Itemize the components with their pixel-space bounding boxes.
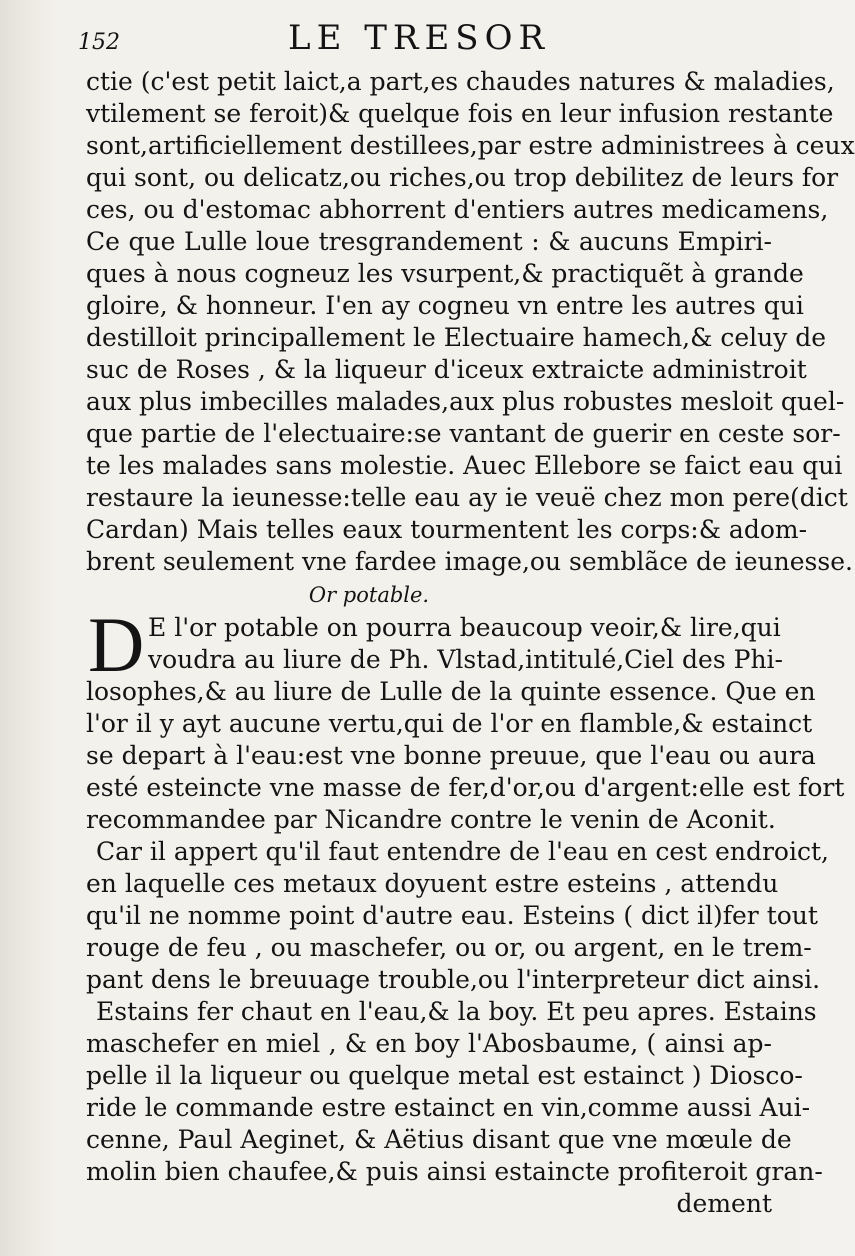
- text-line: destilloit principallement le Electuaire hamech,& celuy de: [86, 323, 827, 352]
- text-line: E l'or potable on pourra beaucoup veoir,& lire,qui: [148, 613, 781, 642]
- text-line: maschefer en miel , & en boy l'Abosbaume, ( ainsi ap-: [86, 1029, 772, 1058]
- text-line: recommandee par Nicandre contre le venin de Aconit.: [86, 805, 776, 834]
- text-line: voudra au liure de Ph. Vlstad,intitulé,Ciel des Phi-: [148, 645, 783, 674]
- text-line: rouge de feu , ou maschefer, ou or, ou argent, en le trem-: [86, 933, 812, 962]
- page-gutter-shadow: [0, 0, 60, 1256]
- page-number: 152: [78, 30, 120, 55]
- text-line: suc de Roses , & la liqueur d'iceux extraicte administroit: [86, 355, 807, 384]
- catchword: dement: [676, 1189, 772, 1218]
- text-line: Estains fer chaut en l'eau,& la boy. Et peu apres. Estains: [96, 997, 817, 1026]
- text-line: ctie (c'est petit laict,a part,es chaudes natures & maladies,: [86, 67, 835, 96]
- text-line: sont,artificiellement destillees,par estre administrees à ceux: [86, 131, 855, 160]
- text-line: se depart à l'eau:est vne bonne preuue, que l'eau ou aura: [86, 741, 816, 770]
- text-line: pelle il la liqueur ou quelque metal est estainct ) Dioscο-: [86, 1061, 803, 1090]
- text-line: l'or il y ayt aucune vertu,qui de l'or en flamble,& estainct: [86, 709, 813, 738]
- text-line: pant dens le breuuage trouble,ou l'interpreteur dict ainsi.: [86, 965, 821, 994]
- text-line: molin bien chaufee,& puis ainsi estaincte profiteroit gran-: [86, 1157, 823, 1186]
- drop-cap: D: [88, 601, 145, 688]
- text-line: gloire, & honneur. I'en ay cogneu vn entre les autres qui: [86, 291, 804, 320]
- paragraph-3: [86, 836, 829, 996]
- text-line: qui sont, ou delicatz,ou riches,ou trop debilitez de leurs for: [86, 163, 839, 192]
- text-line: brent seulement vne fardee image,ou semblãce de ieunesse.: [86, 547, 853, 576]
- page-header: [78, 14, 778, 64]
- text-line: que partie de l'electuaire:se vantant de guerir en ceste sor-: [86, 419, 841, 448]
- text-line: Car il appert qu'il faut entendre de l'eau en cest endroict,: [96, 837, 829, 866]
- paragraph-1: [86, 66, 855, 578]
- section-heading: Or potable.: [308, 583, 430, 607]
- text-line: aux plus imbecilles malades,aux plus robustes mesloit quel-: [86, 387, 845, 416]
- text-line: te les malades sans molestie. Auec Ellebore se faict eau qui: [86, 451, 843, 480]
- text-line: losophes,& au liure de Lulle de la quinte essence. Que en: [86, 677, 816, 706]
- text-line: cenne, Paul Aeginet, & Aëtius disant que vne mœule de: [86, 1125, 792, 1154]
- text-line: ques à nous cogneuz les vsurpent,& practiquẽt à grande: [86, 259, 804, 288]
- text-line: Cardan) Mais telles eaux tourmentent les corps:& adom-: [86, 515, 808, 544]
- text-line: esté esteincte vne masse de fer,d'or,ou d'argent:elle est fort: [86, 773, 845, 802]
- text-line: vtilement se feroit)& quelque fois en leur infusion restante: [86, 99, 834, 128]
- text-line: qu'il ne nomme point d'autre eau. Esteins ( dict il)fer tout: [86, 901, 818, 930]
- text-line: ride le commande estre estainct en vin,comme aussi Aui-: [86, 1093, 811, 1122]
- body-text: [86, 66, 855, 1220]
- text-line: restaure la ieunesse:telle eau ay ie veuë chez mon pere(dict: [86, 483, 848, 512]
- text-line: ces, ou d'estomac abhorrent d'entiers autres medicamens,: [86, 195, 829, 224]
- running-title: LE TRESOR: [288, 18, 551, 58]
- text-line: en laquelle ces metaux doyuent estre esteins , attendu: [86, 869, 779, 898]
- paragraph-2: [86, 601, 845, 836]
- text-line: Ce que Lulle loue tresgrandement : & aucuns Empiri-: [86, 227, 772, 256]
- paragraph-4: [86, 996, 823, 1188]
